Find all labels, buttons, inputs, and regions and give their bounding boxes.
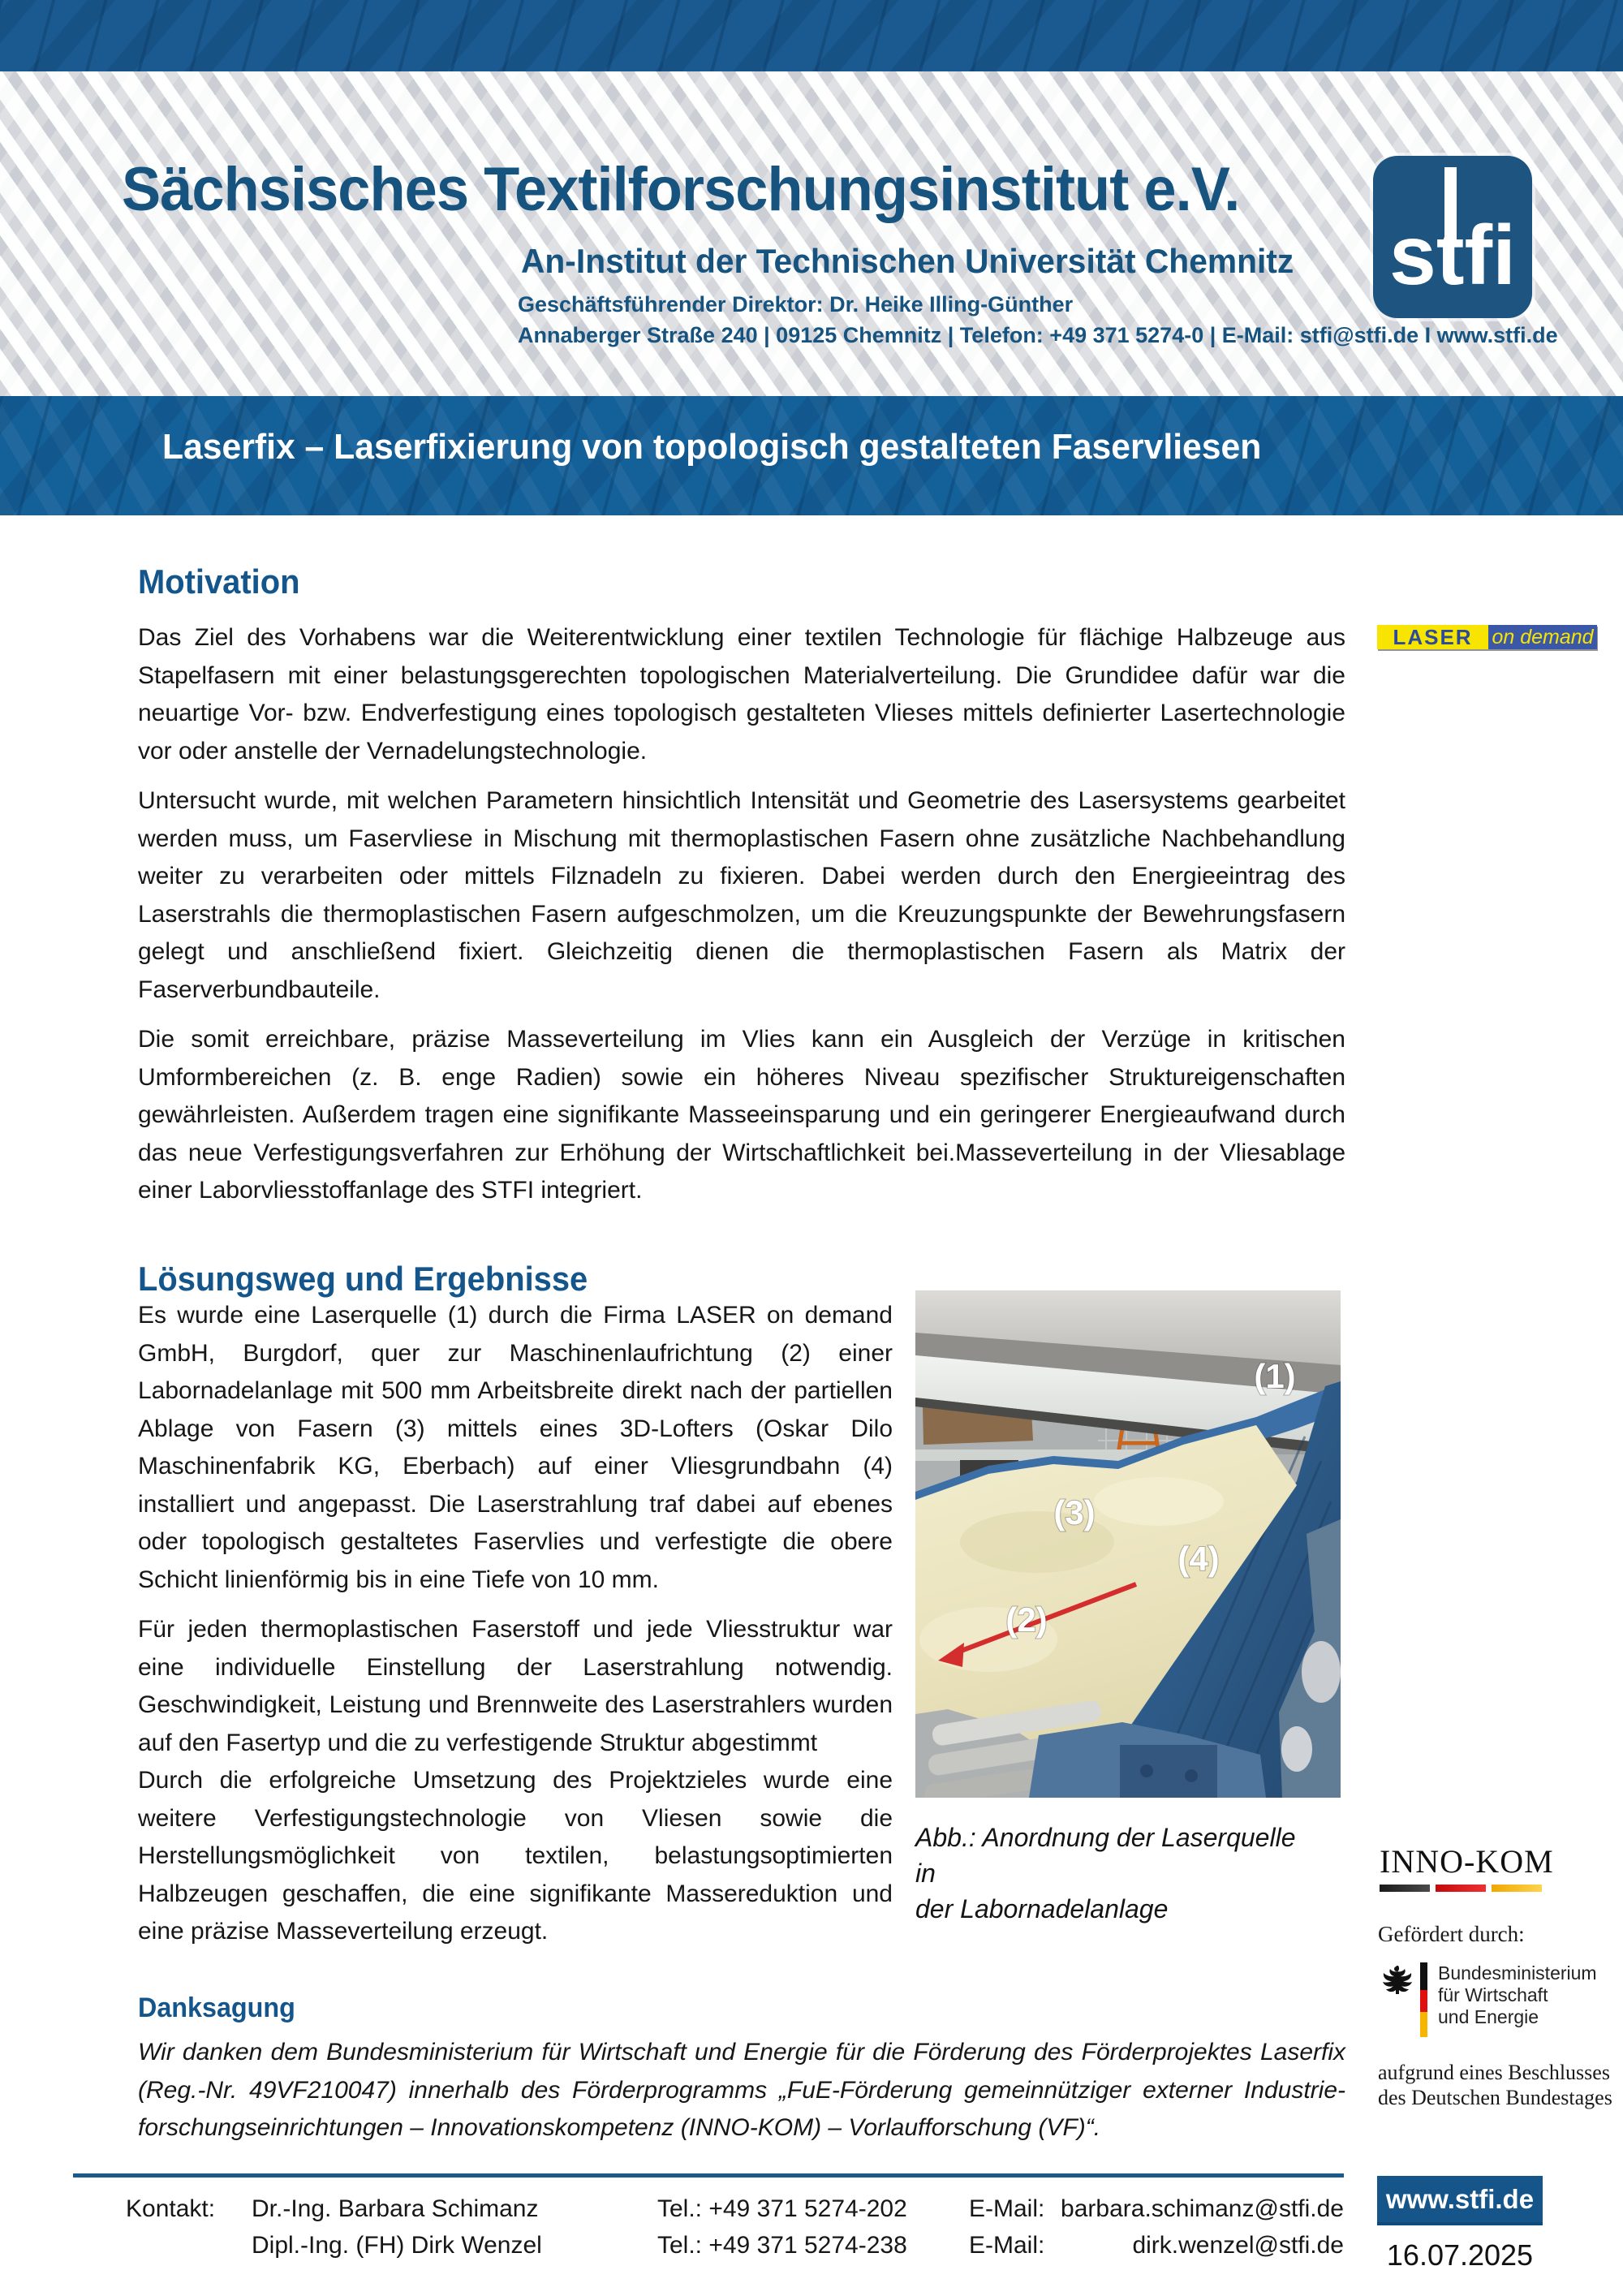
institute-title: Sächsisches Textilforschungsinstitut e.V. (122, 155, 1240, 224)
laser-logo-right: on demand (1488, 625, 1597, 649)
motivation-paragraph-1: Das Ziel des Vorhabens war die Weiterentwicklung einer textilen Technologie für flächige Halbzeuge aus Stapelfasern mit einer belastungsgerechten topologischen Materialverteilung. Die Grundidee dafür war die neuartige Vor- bzw. Endverfestigung eines topologisch gestalteten Vlieses mittels definierter Lasertechnologie vor oder anstelle der Vernadelungstechnologie. (138, 624, 1345, 765)
email-label-2: E-Mail: (969, 2232, 1045, 2259)
contact-name-1: Dr.-Ing. Barbara Schimanz (252, 2195, 539, 2222)
contact-name-2: Dipl.-Ing. (FH) Dirk Wenzel (252, 2232, 542, 2259)
email-label-1: E-Mail: (969, 2195, 1045, 2222)
motivation-paragraph-2: Untersucht wurde, mit welchen Parametern hinsichtlich Intensität und Geometrie des Lasersystems gearbeitet werden muss, um Faservliese in Mischung mit thermoplastischen Fasern ohne zusätzliche Nachbehandlung weiter zu verarbeiten oder mittels Filznadeln zu fixieren. Dabei werden durch den Energieeintrag des Laserstrahls die thermoplastischen Fasern aufgeschmolzen, um die Kreuzungspunkte der Bewehrungsfasern gelegt und anschließend fixiert. Gleichzeitig dienen die thermoplastischen Fasern als Matrix der Faserverbundbauteile. (138, 787, 1345, 1003)
base-bolt-2 (1185, 1769, 1198, 1782)
machinery-hole-2 (1281, 1726, 1312, 1772)
bundestag-note (1378, 2060, 1612, 2110)
institute-subtitle: An-Institut der Technischen Universität Chemnitz (521, 242, 1294, 280)
bmwi-text-line3: und Energie (1438, 2006, 1539, 2027)
contact-email-row-1 (969, 2195, 1344, 2223)
motivation-text (138, 619, 1345, 1222)
motivation-paragraph-3: Die somit erreichbare, präzise Masseverteilung im Vlies kann ein Ausgleich der Verzüge in kritischen Umformbereichen (z. B. enge Radien) sowie ein höheres Niveau spezifischer Struktureigenschaften gewährleisten. Außerdem tragen eine signifikante Masseeinsparung und ein geringerer Energieaufwand durch das neue Verfestigungsverfahren zur Erhöhung der Wirtschaftlichkeit bei.Masseverteilung in der Vliesablage einer Laborvliesstoffanlage des STFI integriert. (138, 1026, 1345, 1204)
solution-text-column (138, 1297, 893, 1951)
laser-logo-left: LASER (1377, 625, 1488, 649)
figure-photo-laser-source (915, 1290, 1341, 1798)
bmwi-text-line1: Bundesministerium (1438, 1962, 1597, 1984)
machinery-hole-1 (1302, 1641, 1341, 1703)
website-badge: www.stfi.de (1377, 2176, 1543, 2225)
contact-tel-1: Tel.: +49 371 5274-202 (657, 2195, 907, 2222)
solution-paragraph-3: Durch die erfolgreiche Umsetzung des Projektzieles wurde eine weitere Verfestigungstechnologie von Vliesen sowie die Herstellungsmöglichkeit von textilen, belastungsoptimierten Halbzeugen geschaffen, die eine signifikante Massereduktion und eine präzise Masseverteilung erzeugt. (138, 1767, 893, 1945)
stfi-logo-text: stfi (1389, 209, 1516, 303)
footer-divider-line (73, 2173, 1344, 2178)
figure-caption-line2: der Labornadelanlage (915, 1894, 1169, 1923)
machine-photo-illustration (915, 1290, 1341, 1798)
bmwi-tricolor-bar (1420, 1962, 1427, 2037)
flag-gold (1420, 2012, 1427, 2037)
bundestag-note-line1: aufgrund eines Beschlusses (1378, 2061, 1610, 2084)
inno-kom-logo (1380, 1842, 1554, 1892)
solution-paragraph-1: Es wurde eine Laserquelle (1) durch die Firma LASER on demand GmbH, Burgdorf, quer zur Maschinenlaufrichtung (2) einer Labornadelanlage mit 500 mm Arbeitsbreite direkt nach der partiellen Ablage von Fasern (3) mittels eines 3D-Lofters (Oskar Dilo Maschinenfabrik KG, Eberbach) auf einer Vliesgrundbahn (4) installiert und angepasst. Die Laserstrahlung traf dabei auf ebenes oder topologisch gestaltetes Faservlies und verfestigte die obere Schicht linienförmig bis in eine Tiefe von 10 mm. (138, 1302, 893, 1593)
bmwi-text (1438, 1962, 1597, 2028)
base-bolt-1 (1140, 1764, 1153, 1777)
header-top-blue-strip (0, 0, 1623, 71)
machine-base-block (1120, 1745, 1217, 1798)
solution-paragraph-2: Für jeden thermoplastischen Faserstoff und jede Vliesstruktur war eine individuelle Einstellung der Laserstrahlung notwendig. Geschwindigkeit, Leistung und Brennweite des Laserstrahlers wurden auf den Fasertyp und die zu verfestigende Struktur abgestimmt (138, 1616, 893, 1756)
document-date: 16.07.2025 (1386, 2238, 1534, 2272)
email-value-2: dirk.wenzel@stfi.de (1132, 2232, 1344, 2259)
figure-label-3: (3) (1053, 1493, 1096, 1531)
bar-red (1436, 1885, 1486, 1892)
flag-black (1420, 1962, 1427, 1990)
bundestag-note-line2: des Deutschen Bundestages (1378, 2086, 1612, 2109)
contact-email-row-2 (969, 2232, 1344, 2259)
institute-address-line: Annaberger Straße 240 | 09125 Chemnitz | Telefon: +49 371 5274-0 | E-Mail: stfi@stfi.de I www.stfi.de (518, 323, 1558, 347)
danksagung-heading: Danksagung (138, 1992, 295, 2023)
project-title: Laserfix – Laserfixierung von topologisch gestalteten Faservliesen (162, 427, 1262, 467)
flag-red (1420, 1990, 1427, 2012)
solution-heading: Lösungsweg und Ergebnisse (138, 1260, 588, 1298)
federal-eagle-icon (1378, 1964, 1415, 2000)
figure-caption (915, 1820, 1305, 1927)
stfi-logo-icon (1373, 156, 1532, 318)
inno-kom-tricolor-bars (1380, 1885, 1542, 1892)
gefoerdert-durch-label: Gefördert durch: (1378, 1922, 1525, 1946)
motivation-heading: Motivation (138, 562, 300, 601)
stfi-logo (1373, 156, 1532, 318)
bmwi-text-line2: für Wirtschaft (1438, 1984, 1548, 2005)
figure-label-1: (1) (1254, 1357, 1296, 1395)
contact-tel-2: Tel.: +49 371 5274-238 (657, 2232, 907, 2259)
figure-label-4: (4) (1177, 1540, 1220, 1578)
figure-caption-line1: Abb.: Anordnung der Laserquelle in (915, 1823, 1296, 1888)
bar-gold (1492, 1885, 1542, 1892)
figure-label-2: (2) (1005, 1600, 1048, 1639)
danksagung-text: Wir danken dem Bundesministerium für Wirtschaft und Energie für die Förderung des Förderprojektes Laserfix (Reg.-Nr. 49VF210047) innerhalb des Förderprogramms „FuE-Förderung gemeinnütziger externer Industrie-forschungseinrichtungen – Innovationskompetenz (INNO-KOM) – Vorlaufforschung (VF)“. (138, 2039, 1345, 2141)
fleece-highlight (1094, 1477, 1224, 1526)
kontakt-label: Kontakt: (126, 2195, 216, 2222)
inno-kom-text: INNO-KOM (1380, 1843, 1554, 1880)
institute-director-line: Geschäftsführender Direktor: Dr. Heike Illing-Günther (518, 292, 1074, 317)
title-banner (0, 396, 1623, 515)
bar-black (1380, 1885, 1430, 1892)
email-value-1: barbara.schimanz@stfi.de (1061, 2195, 1344, 2222)
bmwi-logo (1378, 1962, 1597, 2040)
laser-on-demand-logo (1377, 625, 1597, 649)
